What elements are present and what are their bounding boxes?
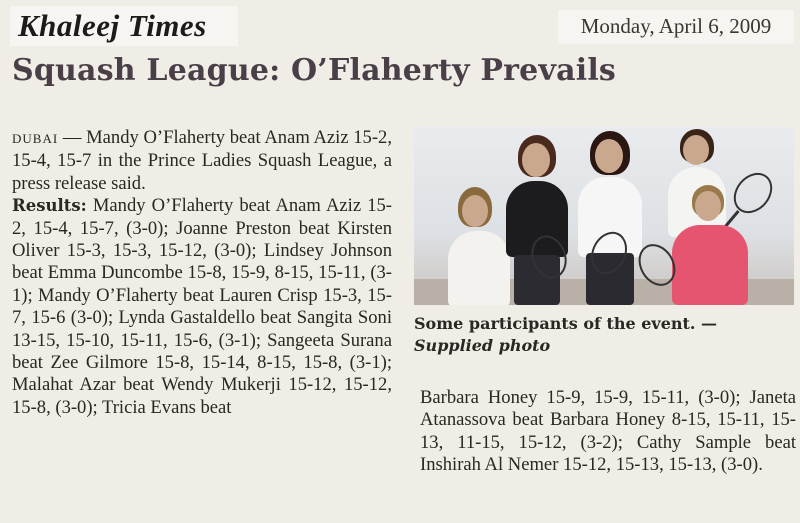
- article-headline: Squash League: O’Flaherty Prevails: [12, 53, 617, 88]
- photo-caption: [414, 313, 794, 357]
- publication-date: Monday, April 6, 2009: [558, 10, 794, 44]
- article-intro: [12, 127, 392, 195]
- caption-text: Some participants of the event. —: [414, 314, 718, 333]
- photo-person-5: [666, 185, 756, 305]
- dateline-kicker: DUBAI: [12, 131, 59, 146]
- photo-credit: Supplied photo: [414, 336, 551, 355]
- intro-text: — Mandy O’Flaherty beat Anam Aziz 15-2, 15-4, 15-7 in the Prince Ladies Squash League, a press release said.: [12, 127, 392, 194]
- photo-person-2: [502, 135, 572, 305]
- results-text-right: Barbara Honey 15-9, 15-9, 15-11, (3-0); Janeta Atanassova beat Barbara Honey 8-15, 15-11, 15-13, 11-15, 15-12, (3-2); Cathy Sample beat Inshirah Al Nemer 15-12, 15-13, 15-13, (3-0).: [420, 387, 796, 476]
- article-column-right: [420, 387, 796, 477]
- photo-person-3: [574, 131, 646, 305]
- results-text-left: Mandy O’Flaherty beat Anam Aziz 15-2, 15-4, 15-7, (3-0); Joanne Preston beat Kirsten Oliver 15-3, 15-3, 15-12, (3-0); Lindsey Johnson beat Emma Duncombe 15-8, 15-9, 8-15, 15-11, (3-1); Mandy O’Flaherty beat Lauren Crisp 15-3, 15-7, 15-6 (3-0); Lynda Gastaldello beat Sangita Soni 13-15, 15-10, 15-11, 15-6, (3-1); Sangeeta Surana beat Zee Gilmore 15-8, 15-14, 8-15, 15-8, (3-1); Malahat Azar beat Wendy Mukerji 15-12, 15-12, 15-8, (3-0); Tricia Evans beat: [12, 195, 392, 418]
- results-paragraph: [12, 195, 392, 419]
- results-label: Results:: [12, 196, 87, 216]
- article-photo: [414, 127, 794, 305]
- masthead-logo: Khaleej Times: [10, 6, 238, 46]
- article-column-left: [12, 127, 392, 419]
